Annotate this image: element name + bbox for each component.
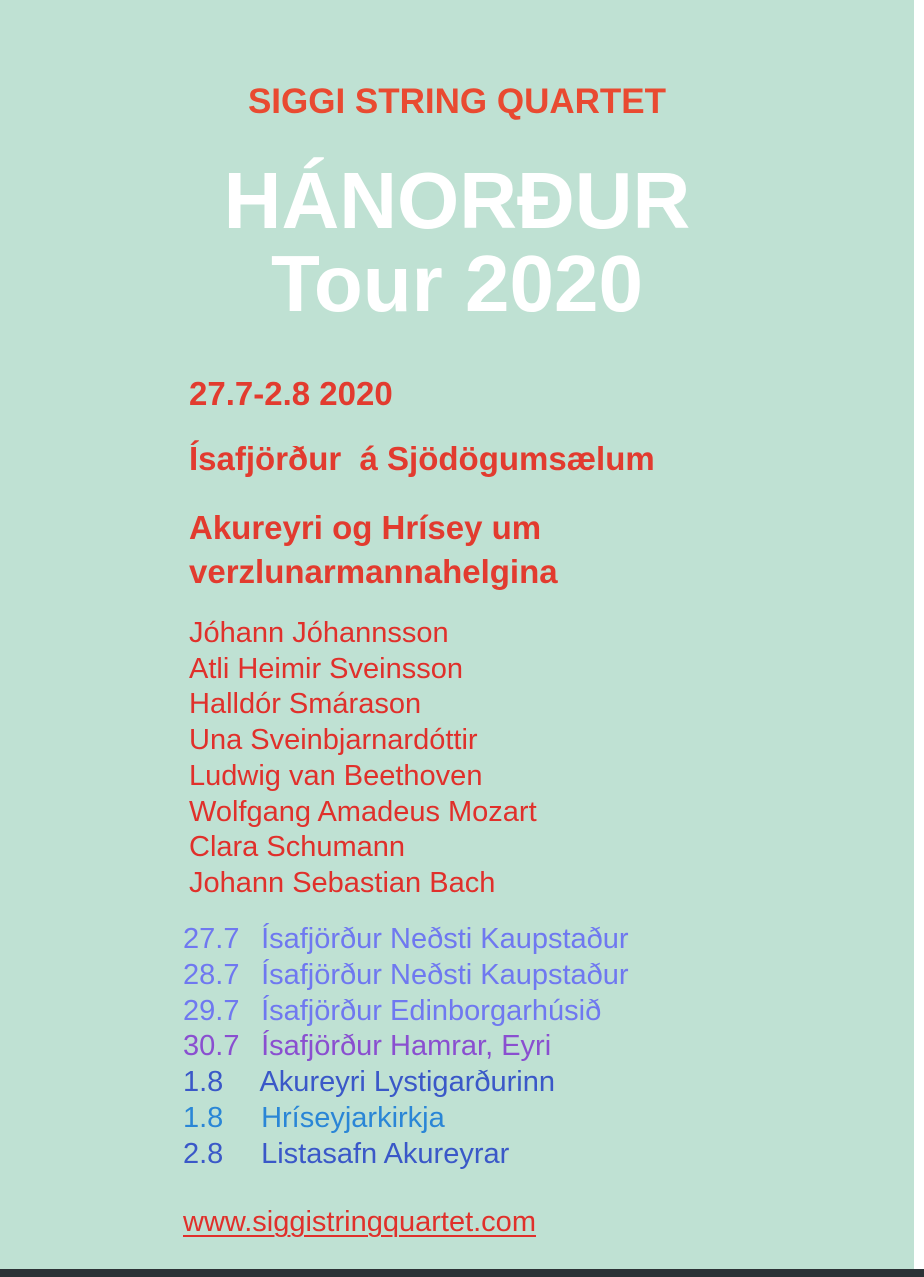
concert-row	[183, 1029, 629, 1065]
concert-date: 30.7	[183, 1030, 240, 1063]
concert-venue: Ísafjörður Hamrar, Eyri	[261, 1030, 552, 1063]
concert-date: 1.8	[183, 1066, 224, 1099]
concert-date: 29.7	[183, 994, 240, 1027]
concert-schedule	[183, 922, 629, 1173]
composer-item: Wolfgang Amadeus Mozart	[189, 795, 537, 828]
concert-row	[183, 1065, 629, 1101]
concert-row	[183, 1101, 629, 1137]
composer-item: Jóhann Jóhannsson	[189, 617, 449, 649]
composer-item: Atli Heimir Sveinsson	[189, 652, 463, 685]
concert-venue: Ísafjörður Edinborgarhúsið	[261, 994, 602, 1027]
concert-date: 27.7	[183, 923, 240, 955]
tour-date-range: 27.7-2.8 2020	[189, 375, 393, 412]
concert-venue: Ísafjörður Neðsti Kaupstaður	[261, 958, 629, 991]
concert-date: 1.8	[183, 1101, 224, 1134]
weekend-line	[189, 506, 558, 594]
tour-title: HÁNORÐUR	[223, 156, 691, 245]
weekend-line-2: verzlunarmannahelgina	[189, 553, 558, 590]
composer-item: Johann Sebastian Bach	[189, 866, 496, 899]
composer-item: Una Sveinbjarnardóttir	[189, 724, 478, 757]
weekend-line-1: Akureyri og Hrísey um	[189, 509, 542, 546]
concert-row	[183, 958, 629, 994]
composer-item: Clara Schumann	[189, 831, 405, 864]
concert-row	[183, 922, 629, 958]
concert-venue: Listasafn Akureyrar	[261, 1137, 510, 1170]
concert-venue: Akureyri Lystigarðurinn	[259, 1066, 555, 1099]
composer-item: Halldór Smárason	[189, 688, 422, 721]
ensemble-name: SIGGI STRING QUARTET	[247, 82, 667, 121]
tour-subtitle: Tour 2020	[271, 239, 643, 328]
concert-venue: Ísafjörður Neðsti Kaupstaður	[261, 923, 629, 955]
bottom-edge	[0, 1269, 924, 1277]
concert-venue: Hríseyjarkirkja	[261, 1101, 445, 1134]
concert-date: 28.7	[183, 958, 240, 991]
festival-line: Ísafjörður á Sjödögumsælum	[189, 440, 655, 477]
concert-date: 2.8	[183, 1137, 224, 1170]
website-link[interactable]: www.siggistringquartet.com	[183, 1206, 536, 1238]
concert-row	[183, 1137, 629, 1173]
concert-row	[183, 994, 629, 1030]
composer-list	[189, 616, 537, 902]
composer-item: Ludwig van Beethoven	[189, 759, 483, 792]
